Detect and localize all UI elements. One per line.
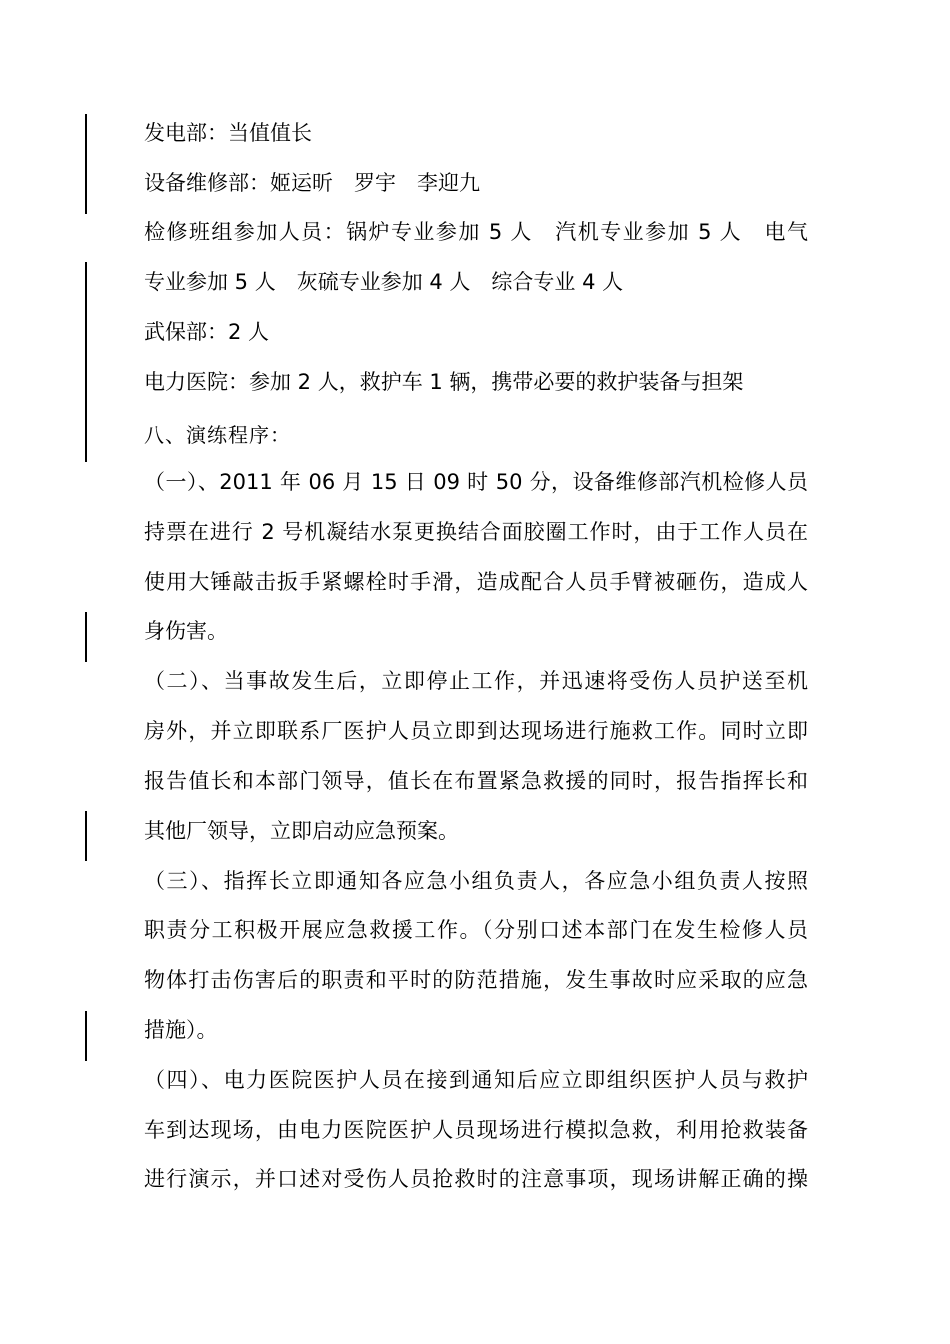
text-line: （一）、2011 年 06 月 15 日 09 时 50 分，设备维修部汽机检修人员	[144, 470, 808, 494]
text-line: 发电部：当值值长	[144, 121, 312, 145]
text-line: （二）、当事故发生后，立即停止工作，并迅速将受伤人员护送至机	[144, 669, 808, 693]
text-line: 武保部：2 人	[144, 320, 270, 344]
change-bar	[85, 811, 87, 861]
text-line: 专业参加 5 人 灰硫专业参加 4 人 综合专业 4 人	[144, 270, 624, 294]
change-bar	[85, 262, 87, 462]
text-line: 进行演示，并口述对受伤人员抢救时的注意事项，现场讲解正确的操	[144, 1167, 808, 1191]
text-line: 使用大锤敲击扳手紧螺栓时手滑，造成配合人员手臂被砸伤，造成人	[144, 570, 808, 594]
text-line: 设备维修部：姬运昕 罗宇 李迎九	[144, 171, 480, 195]
text-line: （三）、指挥长立即通知各应急小组负责人，各应急小组负责人按照	[144, 869, 808, 893]
change-bar	[85, 1011, 87, 1061]
text-line: 身伤害。	[144, 619, 228, 643]
section-heading: 八、演练程序：	[144, 423, 291, 447]
text-line: 电力医院：参加 2 人，救护车 1 辆，携带必要的救护装备与担架	[144, 370, 744, 394]
text-line: 职责分工积极开展应急救援工作。（分别口述本部门在发生检修人员	[144, 918, 808, 942]
text-line: 措施）。	[144, 1018, 218, 1042]
text-line: 检修班组参加人员：锅炉专业参加 5 人 汽机专业参加 5 人 电气	[144, 220, 808, 244]
text-line: 车到达现场，由电力医院医护人员现场进行模拟急救，利用抢救装备	[144, 1118, 808, 1142]
text-line: （四）、电力医院医护人员在接到通知后应立即组织医护人员与救护	[144, 1068, 808, 1092]
change-bar	[85, 612, 87, 662]
text-line: 持票在进行 2 号机凝结水泵更换结合面胶圈工作时，由于工作人员在	[144, 520, 808, 544]
text-line: 报告值长和本部门领导，值长在布置紧急救援的同时，报告指挥长和	[144, 769, 808, 793]
text-line: 其他厂领导，立即启动应急预案。	[144, 819, 459, 843]
change-bar	[85, 114, 87, 214]
text-line: 房外，并立即联系厂医护人员立即到达现场进行施救工作。同时立即	[144, 719, 808, 743]
text-line: 物体打击伤害后的职责和平时的防范措施，发生事故时应采取的应急	[144, 968, 808, 992]
